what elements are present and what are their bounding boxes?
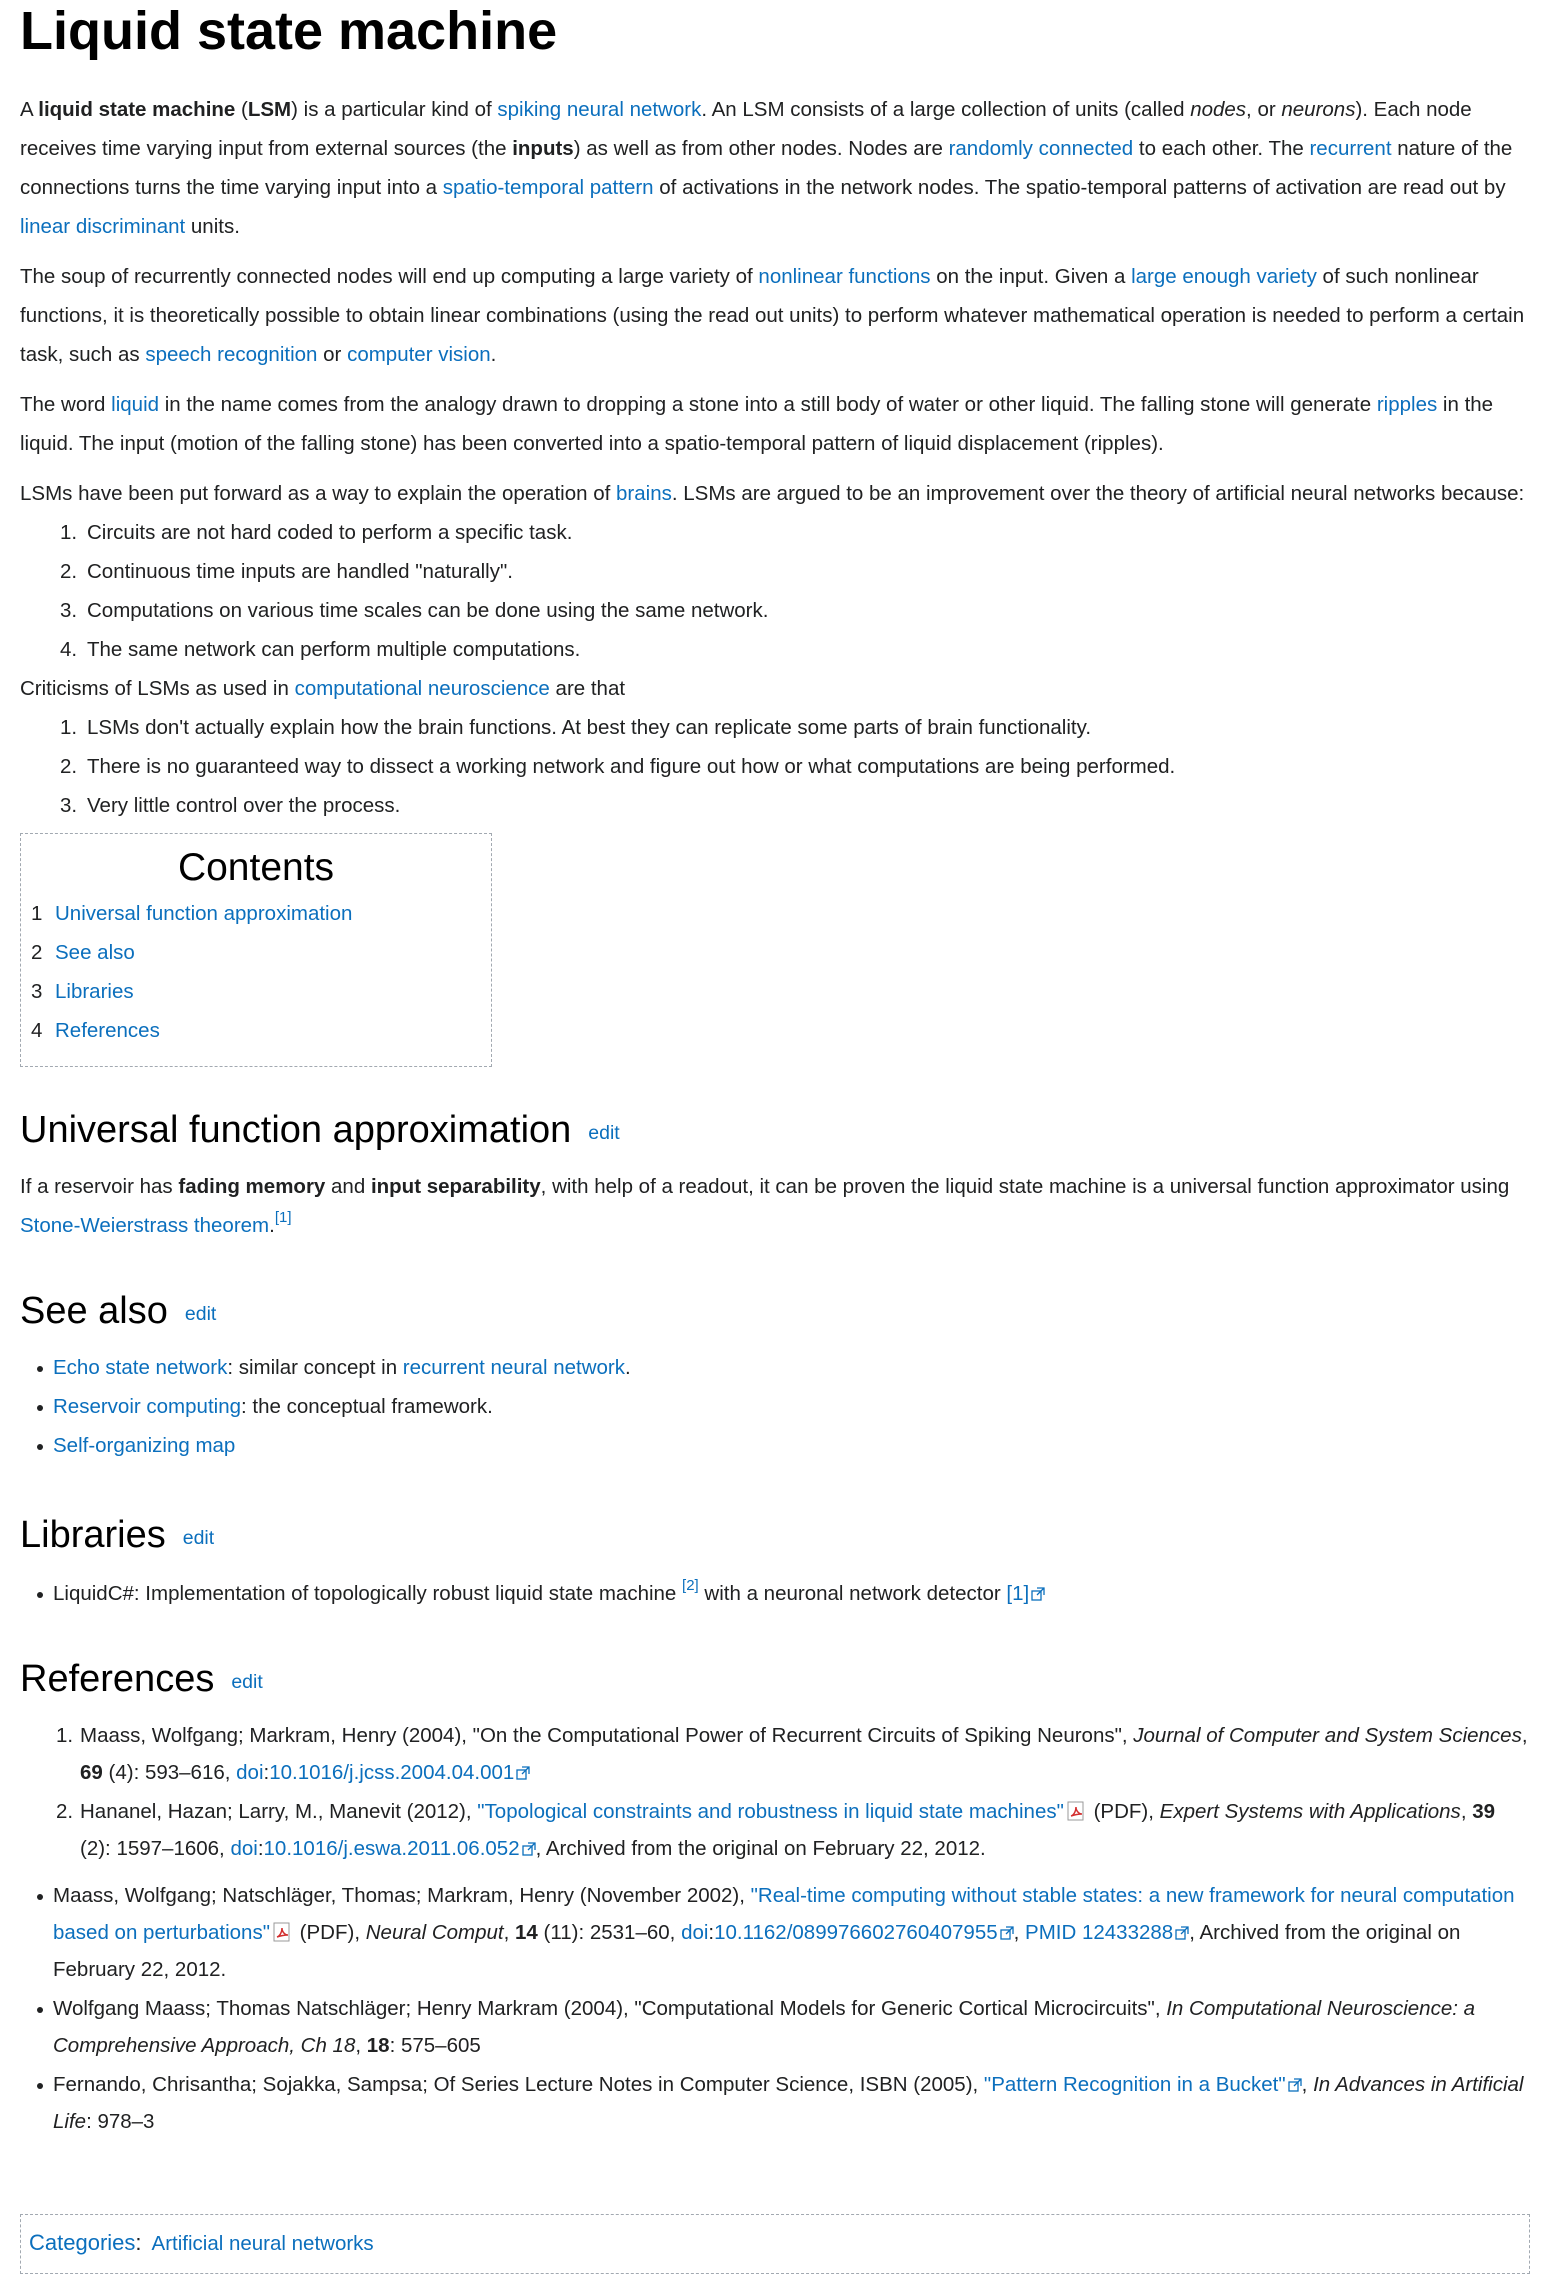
list-number: 1.: [60, 521, 78, 544]
text: Maass, Wolfgang; Natschläger, Thomas; Markram, Henry (November 2002),: [53, 1884, 751, 1907]
further-reading-list: [20, 1877, 1531, 2140]
list-text: Computations on various time scales can be done using the same network.: [87, 599, 769, 622]
edit-link[interactable]: edit: [231, 1671, 263, 1693]
reference-item: [20, 2066, 1531, 2140]
text: . LSMs are argued to be an improvement over the theory of artificial neural networks because:: [671, 482, 1525, 505]
text: LSMs have been put forward as a way to explain the operation of: [20, 482, 617, 505]
text: The word: [20, 393, 112, 416]
text: . An LSM consists of a large collection of units (called: [701, 98, 1191, 121]
list-number: 4.: [60, 638, 78, 661]
italic-term: nodes: [1190, 98, 1247, 121]
list-text: Continuous time inputs are handled "naturally".: [87, 560, 513, 583]
list-text: LSMs don't actually explain how the brain functions. At best they can replicate some parts of brain functionality.: [87, 716, 1092, 739]
link-recurrent[interactable]: recurrent: [1309, 137, 1392, 160]
list-number: 2.: [60, 755, 78, 778]
pdf-icon: [272, 1922, 292, 1942]
external-link[interactable]: [1006, 1582, 1045, 1605]
toc-link-references[interactable]: References: [55, 1019, 160, 1042]
link-self-organizing-map[interactable]: Self-organizing map: [53, 1434, 236, 1457]
link-stone-weierstrass-theorem[interactable]: Stone-Weierstrass theorem: [20, 1214, 270, 1237]
section-heading-references: [20, 1657, 1531, 1704]
toc-link-see-also[interactable]: See also: [55, 941, 135, 964]
text: ,: [503, 1921, 516, 1944]
text: , with help of a readout, it can be proven the liquid state machine is a universal function approximator using: [540, 1175, 1510, 1198]
link-ripples[interactable]: ripples: [1376, 393, 1438, 416]
link-text: "Pattern Recognition in a Bucket": [983, 2073, 1286, 2096]
citation-link[interactable]: [1]: [274, 1209, 292, 1226]
link-spiking-neural-network[interactable]: spiking neural network: [497, 98, 702, 121]
text: : 978–3: [86, 2110, 155, 2133]
link-nonlinear-functions[interactable]: nonlinear functions: [758, 265, 931, 288]
list-text: There is no guaranteed way to dissect a working network and figure out how or what computations are being performed.: [87, 755, 1176, 778]
intro-paragraph-2: [20, 257, 1531, 374]
text: :: [708, 1921, 715, 1944]
text: units.: [185, 215, 240, 238]
pmid-external-link[interactable]: [1025, 1921, 1189, 1944]
text: : similar concept in: [227, 1356, 403, 1379]
list-number: 1.: [56, 1724, 74, 1747]
text: A: [20, 98, 39, 121]
text: Criticisms of LSMs as used in: [20, 677, 295, 700]
italic-term: In Computational Neuroscience: a Comprehensive Approach, Ch 18: [53, 1997, 1476, 2057]
text: If a reservoir has: [20, 1175, 179, 1198]
section-heading-see-also: [20, 1289, 1531, 1336]
list-item: [20, 513, 1531, 552]
heading-text: Universal function approximation: [20, 1109, 572, 1151]
text: to each other. The: [1133, 137, 1310, 160]
bold-term: 39: [1472, 1800, 1496, 1823]
text: (11): 2531–60,: [537, 1921, 682, 1944]
list-item: [20, 747, 1531, 786]
doi-external-link[interactable]: [269, 1761, 530, 1784]
list-item: [20, 1387, 1531, 1426]
link-text: [1]: [1006, 1582, 1030, 1605]
edit-link[interactable]: edit: [588, 1122, 620, 1144]
text: , or: [1246, 98, 1282, 121]
text: and: [325, 1175, 371, 1198]
text: in the name comes from the analogy drawn to dropping a stone into a still body of water or other liquid. The falling stone will generate: [159, 393, 1377, 416]
text: (: [235, 98, 248, 121]
article-body: [20, 90, 1531, 2140]
bullet-icon: [37, 1592, 43, 1598]
link-text: 10.1016/j.jcss.2004.04.001: [269, 1761, 515, 1784]
page-title: Liquid state machine: [20, 1, 558, 61]
list-item: [20, 786, 1531, 825]
link-speech-recognition[interactable]: speech recognition: [145, 343, 318, 366]
category-artificial-neural-networks[interactable]: Artificial neural networks: [151, 2232, 374, 2255]
list-text: Circuits are not hard coded to perform a specific task.: [87, 521, 573, 544]
text: ) as well as from other nodes. Nodes are: [573, 137, 949, 160]
link-brains[interactable]: brains: [616, 482, 672, 505]
toc-link-universal-function-approximation[interactable]: Universal function approximation: [55, 902, 353, 925]
bullet-icon: [37, 1894, 43, 1900]
text: , Archived from the original on February 22, 2012.: [53, 1921, 1461, 1981]
bold-term: LSM: [247, 98, 292, 121]
list-item: [20, 591, 1531, 630]
table-of-contents: [20, 833, 492, 1067]
list-item: [20, 1348, 1531, 1387]
bullet-icon: [37, 2007, 43, 2013]
toc-item: [31, 894, 481, 933]
toc-number: 3: [31, 980, 43, 1003]
reference-item: [20, 1877, 1531, 1988]
toc-item: [31, 933, 481, 972]
list-item: [20, 1426, 1531, 1465]
link-spatio-temporal-pattern[interactable]: spatio-temporal pattern: [442, 176, 654, 199]
italic-term: Expert Systems with Applications: [1159, 1800, 1461, 1823]
text: , Archived from the original on February 22, 2012.: [535, 1837, 986, 1860]
citation-link[interactable]: [2]: [682, 1577, 699, 1594]
intro-paragraph-5: [20, 669, 1531, 708]
list-text: Very little control over the process.: [87, 794, 401, 817]
edit-link[interactable]: edit: [182, 1527, 215, 1549]
list-item: [20, 708, 1531, 747]
text: (PDF),: [1087, 1800, 1160, 1823]
text: (PDF),: [293, 1921, 366, 1944]
section-heading-ufa: [20, 1108, 1531, 1155]
link-doi[interactable]: doi: [681, 1921, 709, 1944]
text: ,: [1460, 1800, 1473, 1823]
link-computational-neuroscience[interactable]: computational neuroscience: [294, 677, 550, 700]
section-heading-libraries: [20, 1513, 1531, 1560]
text: (2): 1597–1606,: [80, 1837, 231, 1860]
toc-number: 4: [31, 1019, 43, 1042]
link-linear-discriminant[interactable]: linear discriminant: [20, 215, 186, 238]
link-topological-constraints-pdf[interactable]: "Topological constraints and robustness in liquid state machines": [477, 1800, 1064, 1823]
bold-term: 14: [515, 1921, 538, 1944]
text: ,: [355, 2034, 367, 2057]
text: The soup of recurrently connected nodes will end up computing a large variety of: [20, 265, 759, 288]
bullet-icon: [37, 2083, 43, 2089]
see-also-list: [20, 1348, 1531, 1465]
link-real-time-computing-pdf[interactable]: "Real-time computing without stable states: a new framework for neural computation based on perturbations": [53, 1884, 1515, 1944]
text: ) is a particular kind of: [291, 98, 498, 121]
list-number: 2.: [56, 1800, 74, 1823]
list-text: The same network can perform multiple computations.: [87, 638, 581, 661]
intro-paragraph-1: [20, 90, 1531, 246]
reference-item: [20, 1717, 1531, 1791]
heading-text: See also: [20, 1290, 168, 1332]
intro-paragraph-4: [20, 474, 1531, 513]
link-computer-vision[interactable]: computer vision: [347, 343, 491, 366]
external-link-icon: [1288, 2078, 1302, 2092]
text: .: [624, 1356, 631, 1379]
text: Maass, Wolfgang; Markram, Henry (2004), "On the Computational Power of Recurrent Circuits of Spiking Neurons",: [80, 1724, 1134, 1747]
text: on the input. Given a: [930, 265, 1132, 288]
italic-term: neurons: [1281, 98, 1356, 121]
text: .: [490, 343, 497, 366]
list-number: 3.: [60, 599, 78, 622]
text: of such nonlinear functions, it is theoretically possible to obtain linear combinations (using the read out units) to perform whatever mathematical operation is needed to perform a certain task, such as: [20, 265, 1525, 366]
external-link-icon: [1000, 1926, 1014, 1940]
text: :: [257, 1837, 264, 1860]
reference-item: [20, 1793, 1531, 1867]
text: Hananel, Hazan; Larry, M., Manevit (2012),: [80, 1800, 478, 1823]
text: ,: [1521, 1724, 1528, 1747]
link-large-enough-variety[interactable]: large enough variety: [1131, 265, 1317, 288]
doi-external-link[interactable]: [714, 1921, 1014, 1944]
link-text: PMID 12433288: [1025, 1921, 1174, 1944]
text: Wolfgang Maass; Thomas Natschläger; Henry Markram (2004), "Computational Models for Generic Cortical Microcircuits",: [53, 1997, 1167, 2020]
bold-term: liquid state machine: [38, 98, 236, 121]
bullet-icon: [37, 1444, 43, 1450]
ufa-paragraph: [20, 1167, 1531, 1245]
list-number: 1.: [60, 716, 78, 739]
text: are that: [549, 677, 626, 700]
link-echo-state-network[interactable]: Echo state network: [53, 1356, 228, 1379]
external-link-icon: [522, 1842, 536, 1856]
text: in the liquid. The input (motion of the falling stone) has been converted into a spatio-temporal pattern of liquid displacement (ripples).: [20, 393, 1494, 455]
text: or: [317, 343, 348, 366]
text: .: [269, 1214, 275, 1237]
link-liquid[interactable]: liquid: [111, 393, 160, 416]
intro-paragraph-3: [20, 385, 1531, 463]
list-item: [20, 1574, 1531, 1613]
bullet-icon: [37, 1366, 43, 1372]
bullet-icon: [37, 1405, 43, 1411]
link-doi[interactable]: doi: [236, 1761, 264, 1784]
bold-term: input separability: [370, 1175, 541, 1198]
link-text: 10.1016/j.eswa.2011.06.052: [263, 1837, 520, 1860]
text: Fernando, Chrisantha; Sojakka, Sampsa; Of Series Lecture Notes in Computer Science, ISBN (2005),: [53, 2073, 984, 2096]
toc-number: 1: [31, 902, 43, 925]
link-randomly-connected[interactable]: randomly connected: [948, 137, 1134, 160]
heading-text: Libraries: [20, 1514, 166, 1556]
edit-link[interactable]: edit: [184, 1303, 217, 1325]
libraries-list: [20, 1574, 1531, 1613]
text: :: [135, 2230, 142, 2255]
link-reservoir-computing[interactable]: Reservoir computing: [53, 1395, 241, 1418]
external-link-icon: [516, 1766, 530, 1780]
toc-title: Contents: [177, 846, 335, 889]
bold-term: inputs: [512, 137, 574, 160]
external-link-icon: [1175, 1926, 1189, 1940]
criticisms-list: [20, 708, 1531, 825]
external-link-icon: [1031, 1587, 1045, 1601]
link-recurrent-neural-network[interactable]: recurrent neural network: [402, 1356, 625, 1379]
toc-list: [31, 894, 481, 1050]
link-doi[interactable]: doi: [230, 1837, 258, 1860]
doi-external-link[interactable]: [264, 1837, 536, 1860]
heading-text: References: [20, 1658, 215, 1700]
italic-term: Neural Comput: [365, 1921, 504, 1944]
text: ,: [1301, 2073, 1314, 2096]
bold-term: 18: [366, 2034, 390, 2057]
text: : the conceptual framework.: [241, 1395, 493, 1418]
toc-item: [31, 972, 481, 1011]
text: (4): 593–616,: [102, 1761, 237, 1784]
toc-item: [31, 1011, 481, 1050]
bold-term: 69: [80, 1761, 103, 1784]
references-list: [20, 1717, 1531, 1867]
text: :: [263, 1761, 270, 1784]
italic-term: In Advances in Artificial Life: [53, 2073, 1524, 2133]
categories-link[interactable]: Categories: [29, 2230, 136, 2255]
italic-term: Journal of Computer and System Sciences: [1133, 1724, 1522, 1747]
toc-link-libraries[interactable]: Libraries: [55, 980, 134, 1003]
text: ). Each node receives time varying input from external sources (the: [20, 98, 1472, 160]
advantages-list: [20, 513, 1531, 669]
category-links-box: [20, 2214, 1530, 2274]
pdf-icon: [1066, 1801, 1086, 1821]
text: of activations in the network nodes. The spatio-temporal patterns of activation are read out by: [653, 176, 1506, 199]
text: ,: [1013, 1921, 1026, 1944]
text: with a neuronal network detector: [698, 1582, 1007, 1605]
list-item: [20, 630, 1531, 669]
list-number: 2.: [60, 560, 78, 583]
pattern-recognition-external-link[interactable]: [984, 2073, 1302, 2096]
text: : 575–605: [389, 2034, 481, 2057]
link-text: 10.1162/089976602760407955: [714, 1921, 998, 1944]
text: LiquidC#: Implementation of topologically robust liquid state machine: [53, 1582, 683, 1605]
reference-item: [20, 1990, 1531, 2064]
list-item: [20, 552, 1531, 591]
text: nature of the connections turns the time varying input into a: [20, 137, 1513, 199]
list-number: 3.: [60, 794, 78, 817]
toc-number: 2: [31, 941, 43, 964]
bold-term: fading memory: [178, 1175, 326, 1198]
